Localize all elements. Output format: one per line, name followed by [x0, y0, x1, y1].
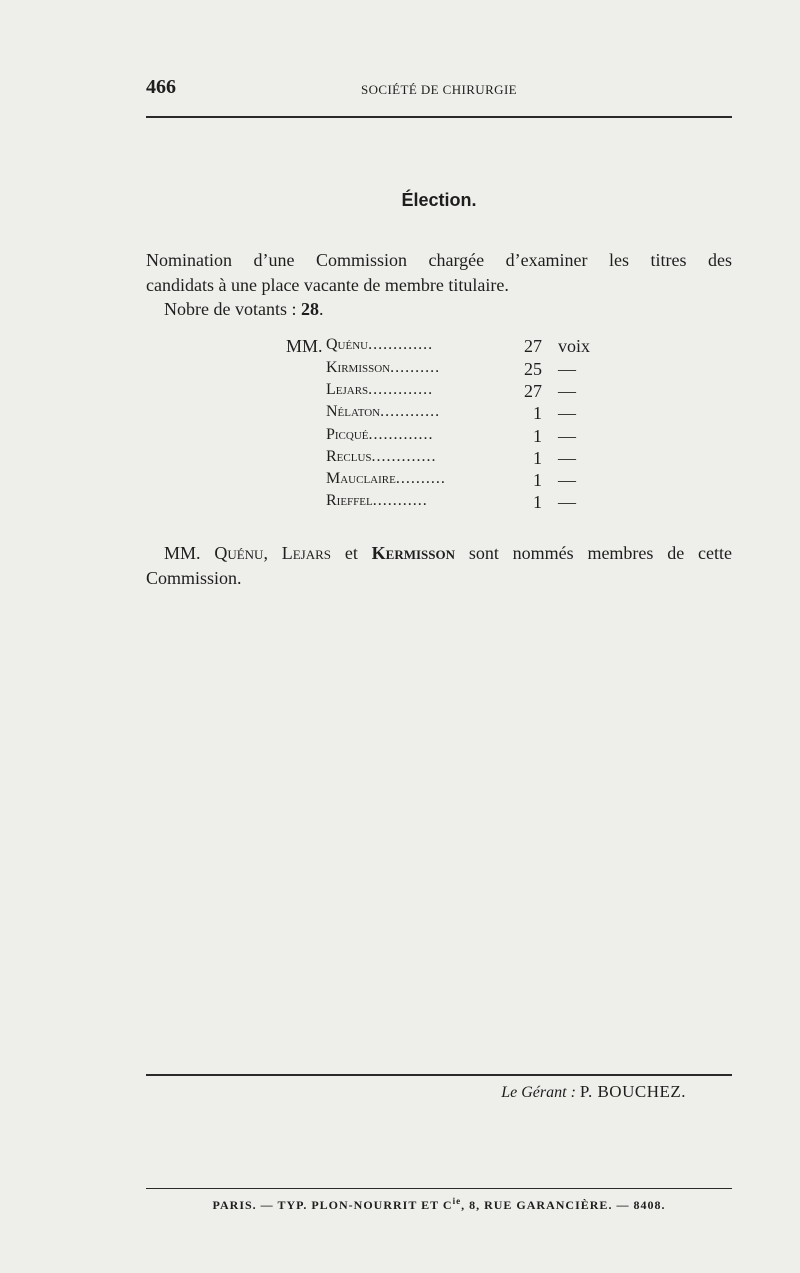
result-line-2: Commission.	[146, 568, 242, 588]
candidate-name: Quénu	[326, 336, 369, 353]
leader-dots: .............	[368, 336, 434, 353]
leader-dots: ..........	[390, 359, 441, 376]
candidate-name: Reclus	[326, 448, 372, 465]
header-rule	[146, 116, 732, 118]
ditto-mark: —	[558, 359, 576, 379]
candidate-name: Rieffel	[326, 492, 373, 509]
leader-dots: .............	[368, 381, 434, 398]
leader-dots: ...........	[372, 492, 428, 509]
leader-dots: ..........	[395, 470, 446, 487]
voters-count: 28	[300, 299, 319, 319]
intro-line-2: candidats à une place vacante de membre titulaire.	[146, 275, 509, 295]
ditto-mark: —	[558, 492, 576, 512]
result-line-1: MM. Quénu, Lejars et Kermisson sont nommés membres de cette	[164, 543, 732, 563]
candidate-name: Kirmisson	[326, 359, 391, 376]
leader-dots: .............	[368, 426, 434, 443]
vote-count: 1	[533, 470, 542, 490]
leader-dots: ............	[380, 403, 441, 420]
printer-imprint: PARIS. — TYP. PLON-NOURRIT ET $C^{ie}$, 8, RUE GARANCIÈRE. — 8408.	[212, 1196, 666, 1212]
ditto-mark: —	[558, 403, 576, 423]
elected-name: Lejars	[281, 543, 332, 563]
voters-label: Nobre de votants :	[164, 299, 301, 319]
imprint-rule	[146, 1188, 732, 1189]
vote-unit: voix	[558, 336, 591, 356]
page-number: 466	[146, 76, 176, 98]
signature	[146, 1082, 686, 1102]
vote-count: 1	[533, 492, 542, 512]
ditto-mark: —	[558, 448, 576, 468]
ditto-mark: —	[558, 426, 576, 446]
signature-role: Le Gérant :	[501, 1084, 576, 1101]
running-title: SOCIÉTÉ DE CHIRURGIE	[360, 82, 518, 97]
intro-line-1: Nomination d’une Commission chargée d’examiner les titres des	[146, 250, 732, 270]
elected-name: Kermisson	[371, 543, 456, 563]
footer-rule	[146, 1074, 732, 1076]
vote-count: 1	[533, 403, 542, 423]
vote-count: 25	[524, 359, 542, 379]
vote-count: 27	[524, 336, 542, 356]
candidate-name: Mauclaire	[326, 470, 396, 487]
leader-dots: .............	[371, 448, 437, 465]
elected-name: Quénu	[214, 543, 264, 563]
candidate-name: Lejars	[326, 381, 369, 398]
voters-end: .	[318, 299, 324, 319]
ditto-mark: —	[558, 470, 576, 490]
ditto-mark: —	[558, 381, 576, 401]
vote-count: 1	[533, 448, 542, 468]
signature-name: P. BOUCHEZ.	[579, 1082, 686, 1101]
vote-count: 27	[524, 381, 542, 401]
candidate-name: Picqué	[326, 426, 369, 443]
vote-prefix: MM.	[286, 336, 323, 356]
candidate-name: Nélaton	[326, 403, 381, 420]
voters-line	[164, 297, 724, 322]
page-header	[146, 74, 732, 104]
vote-count: 1	[533, 426, 542, 446]
section-title: Élection.	[401, 190, 477, 210]
